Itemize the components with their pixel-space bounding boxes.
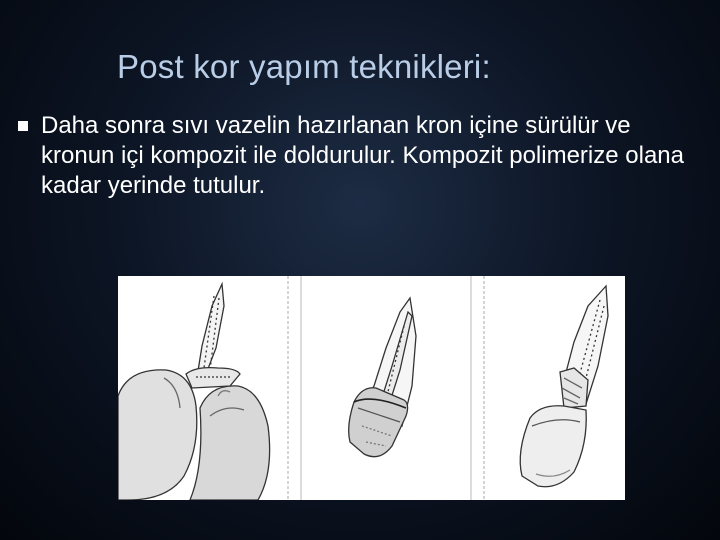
panel-2-crown-with-composite <box>349 298 416 457</box>
slide-title: Post kor yapım teknikleri: <box>117 48 491 85</box>
dental-illustration <box>118 276 625 500</box>
bullet-text: Daha sonra sıvı vazelin hazırlanan kron içine sürülür ve kronun içi kompozit ile doldurulur. Kompozit polimerize olana kadar yerinde tutulur. <box>41 112 684 199</box>
square-bullet-icon <box>18 121 28 131</box>
panel-1-crown-held-by-fingers <box>118 284 270 500</box>
panel-3-finished-crown <box>520 286 608 487</box>
dental-illustration-svg <box>118 276 625 500</box>
